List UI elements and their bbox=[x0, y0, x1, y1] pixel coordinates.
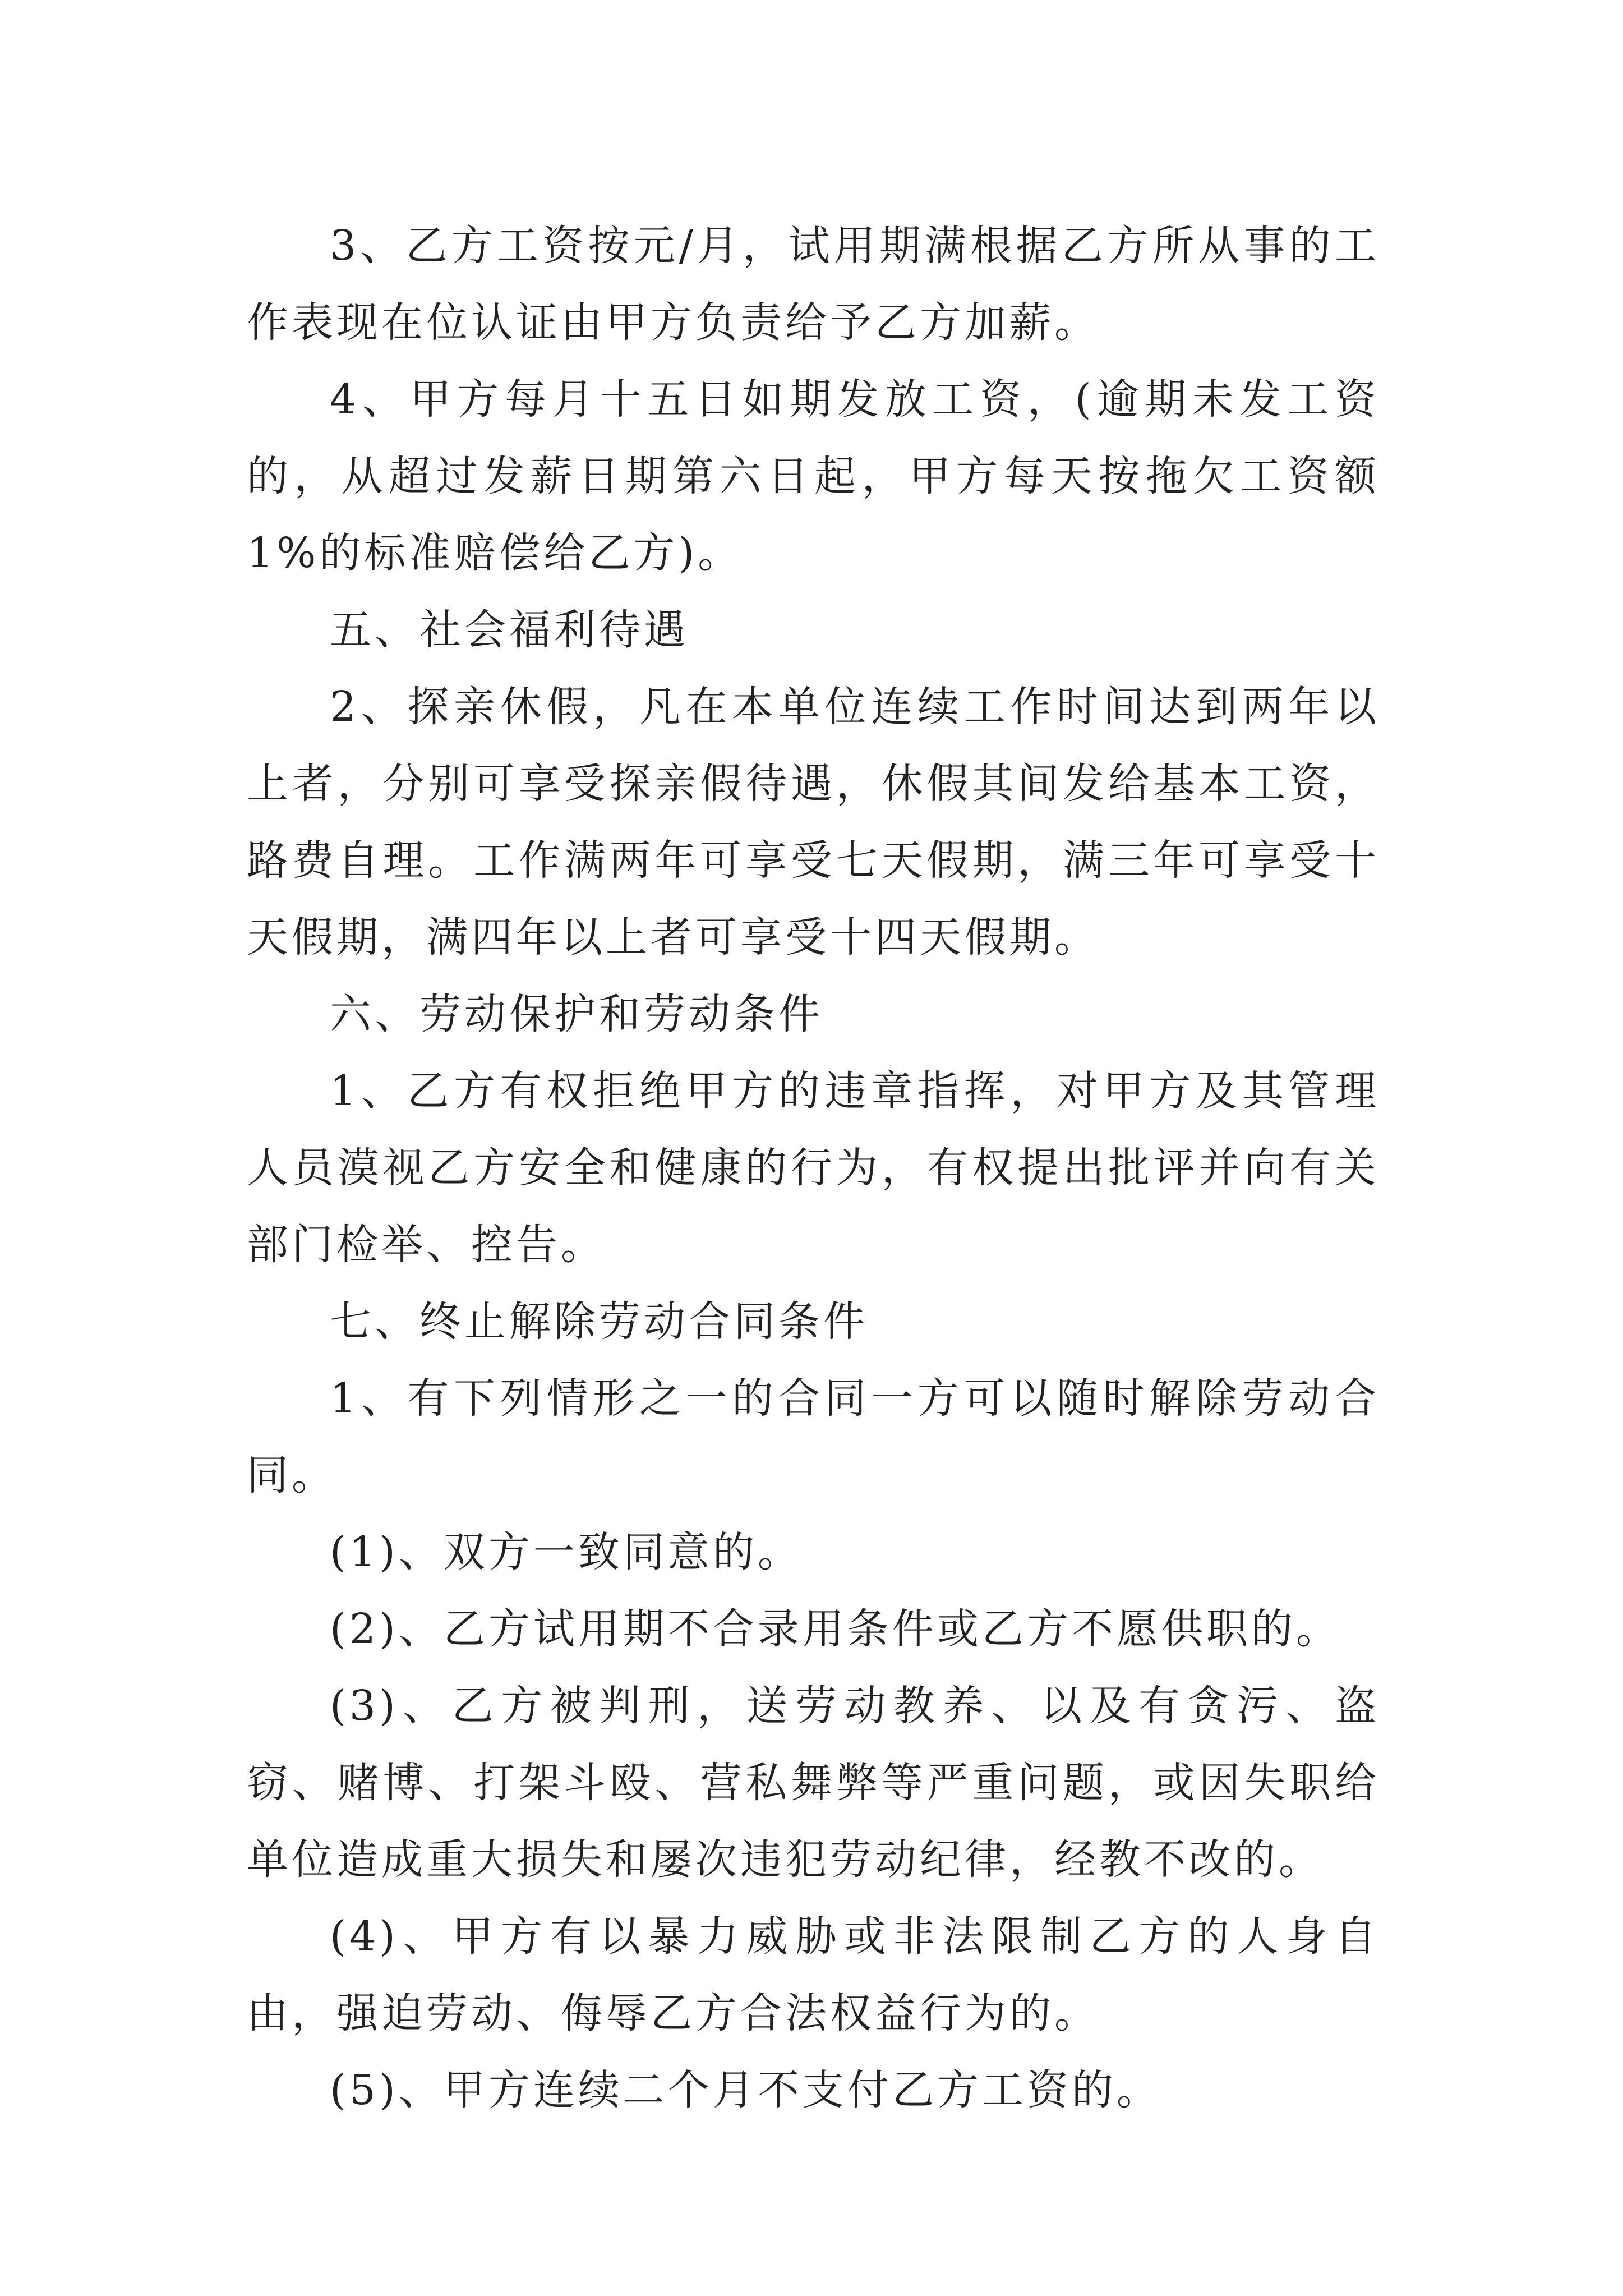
paragraph-salary: 3、乙方工资按元/月，试用期满根据乙方所从事的工作表现在位认证由甲方负责给予乙方加薪。 bbox=[247, 222, 1380, 347]
document-body bbox=[247, 208, 1380, 2129]
paragraph-termination-intro: 1、有下列情形之一的合同一方可以随时解除劳动合同。 bbox=[247, 1374, 1380, 1499]
section-heading-termination: 七、终止解除劳动合同条件 bbox=[330, 1297, 868, 1346]
list-item-termination-2: (2)、乙方试用期不合录用条件或乙方不愿供职的。 bbox=[330, 1605, 1341, 1653]
paragraph-home-leave: 2、探亲休假，凡在本单位连续工作时间达到两年以上者，分别可享受探亲假待遇，休假其间发给基本工资，路费自理。工作满两年可享受七天假期，满三年可享受十天假期，满四年以上者可享受十四天假期。 bbox=[247, 683, 1380, 961]
list-item-termination-3: (3)、乙方被判刑，送劳动教养、以及有贪污、盗窃、赌博、打架斗殴、营私舞弊等严重问题，或因失职给单位造成重大损失和屡次违犯劳动纪律，经教不改的。 bbox=[247, 1682, 1380, 1884]
section-heading-labor-protection: 六、劳动保护和劳动条件 bbox=[330, 990, 823, 1038]
list-item-termination-5: (5)、甲方连续二个月不支付乙方工资的。 bbox=[330, 2066, 1161, 2114]
list-item-termination-4: (4)、甲方有以暴力威胁或非法限制乙方的人身自由，强迫劳动、侮辱乙方合法权益行为的。 bbox=[247, 1912, 1380, 2037]
paragraph-payday: 4、甲方每月十五日如期发放工资，(逾期未发工资的，从超过发薪日期第六日起，甲方每天按拖欠工资额 1%的标准赔偿给乙方)。 bbox=[247, 375, 1380, 577]
paragraph-refuse-orders: 1、乙方有权拒绝甲方的违章指挥，对甲方及其管理人员漠视乙方安全和健康的行为，有权提出批评并向有关部门检举、控告。 bbox=[247, 1067, 1380, 1269]
list-item-termination-1: (1)、双方一致同意的。 bbox=[330, 1528, 803, 1576]
section-heading-welfare: 五、社会福利待遇 bbox=[330, 606, 689, 654]
